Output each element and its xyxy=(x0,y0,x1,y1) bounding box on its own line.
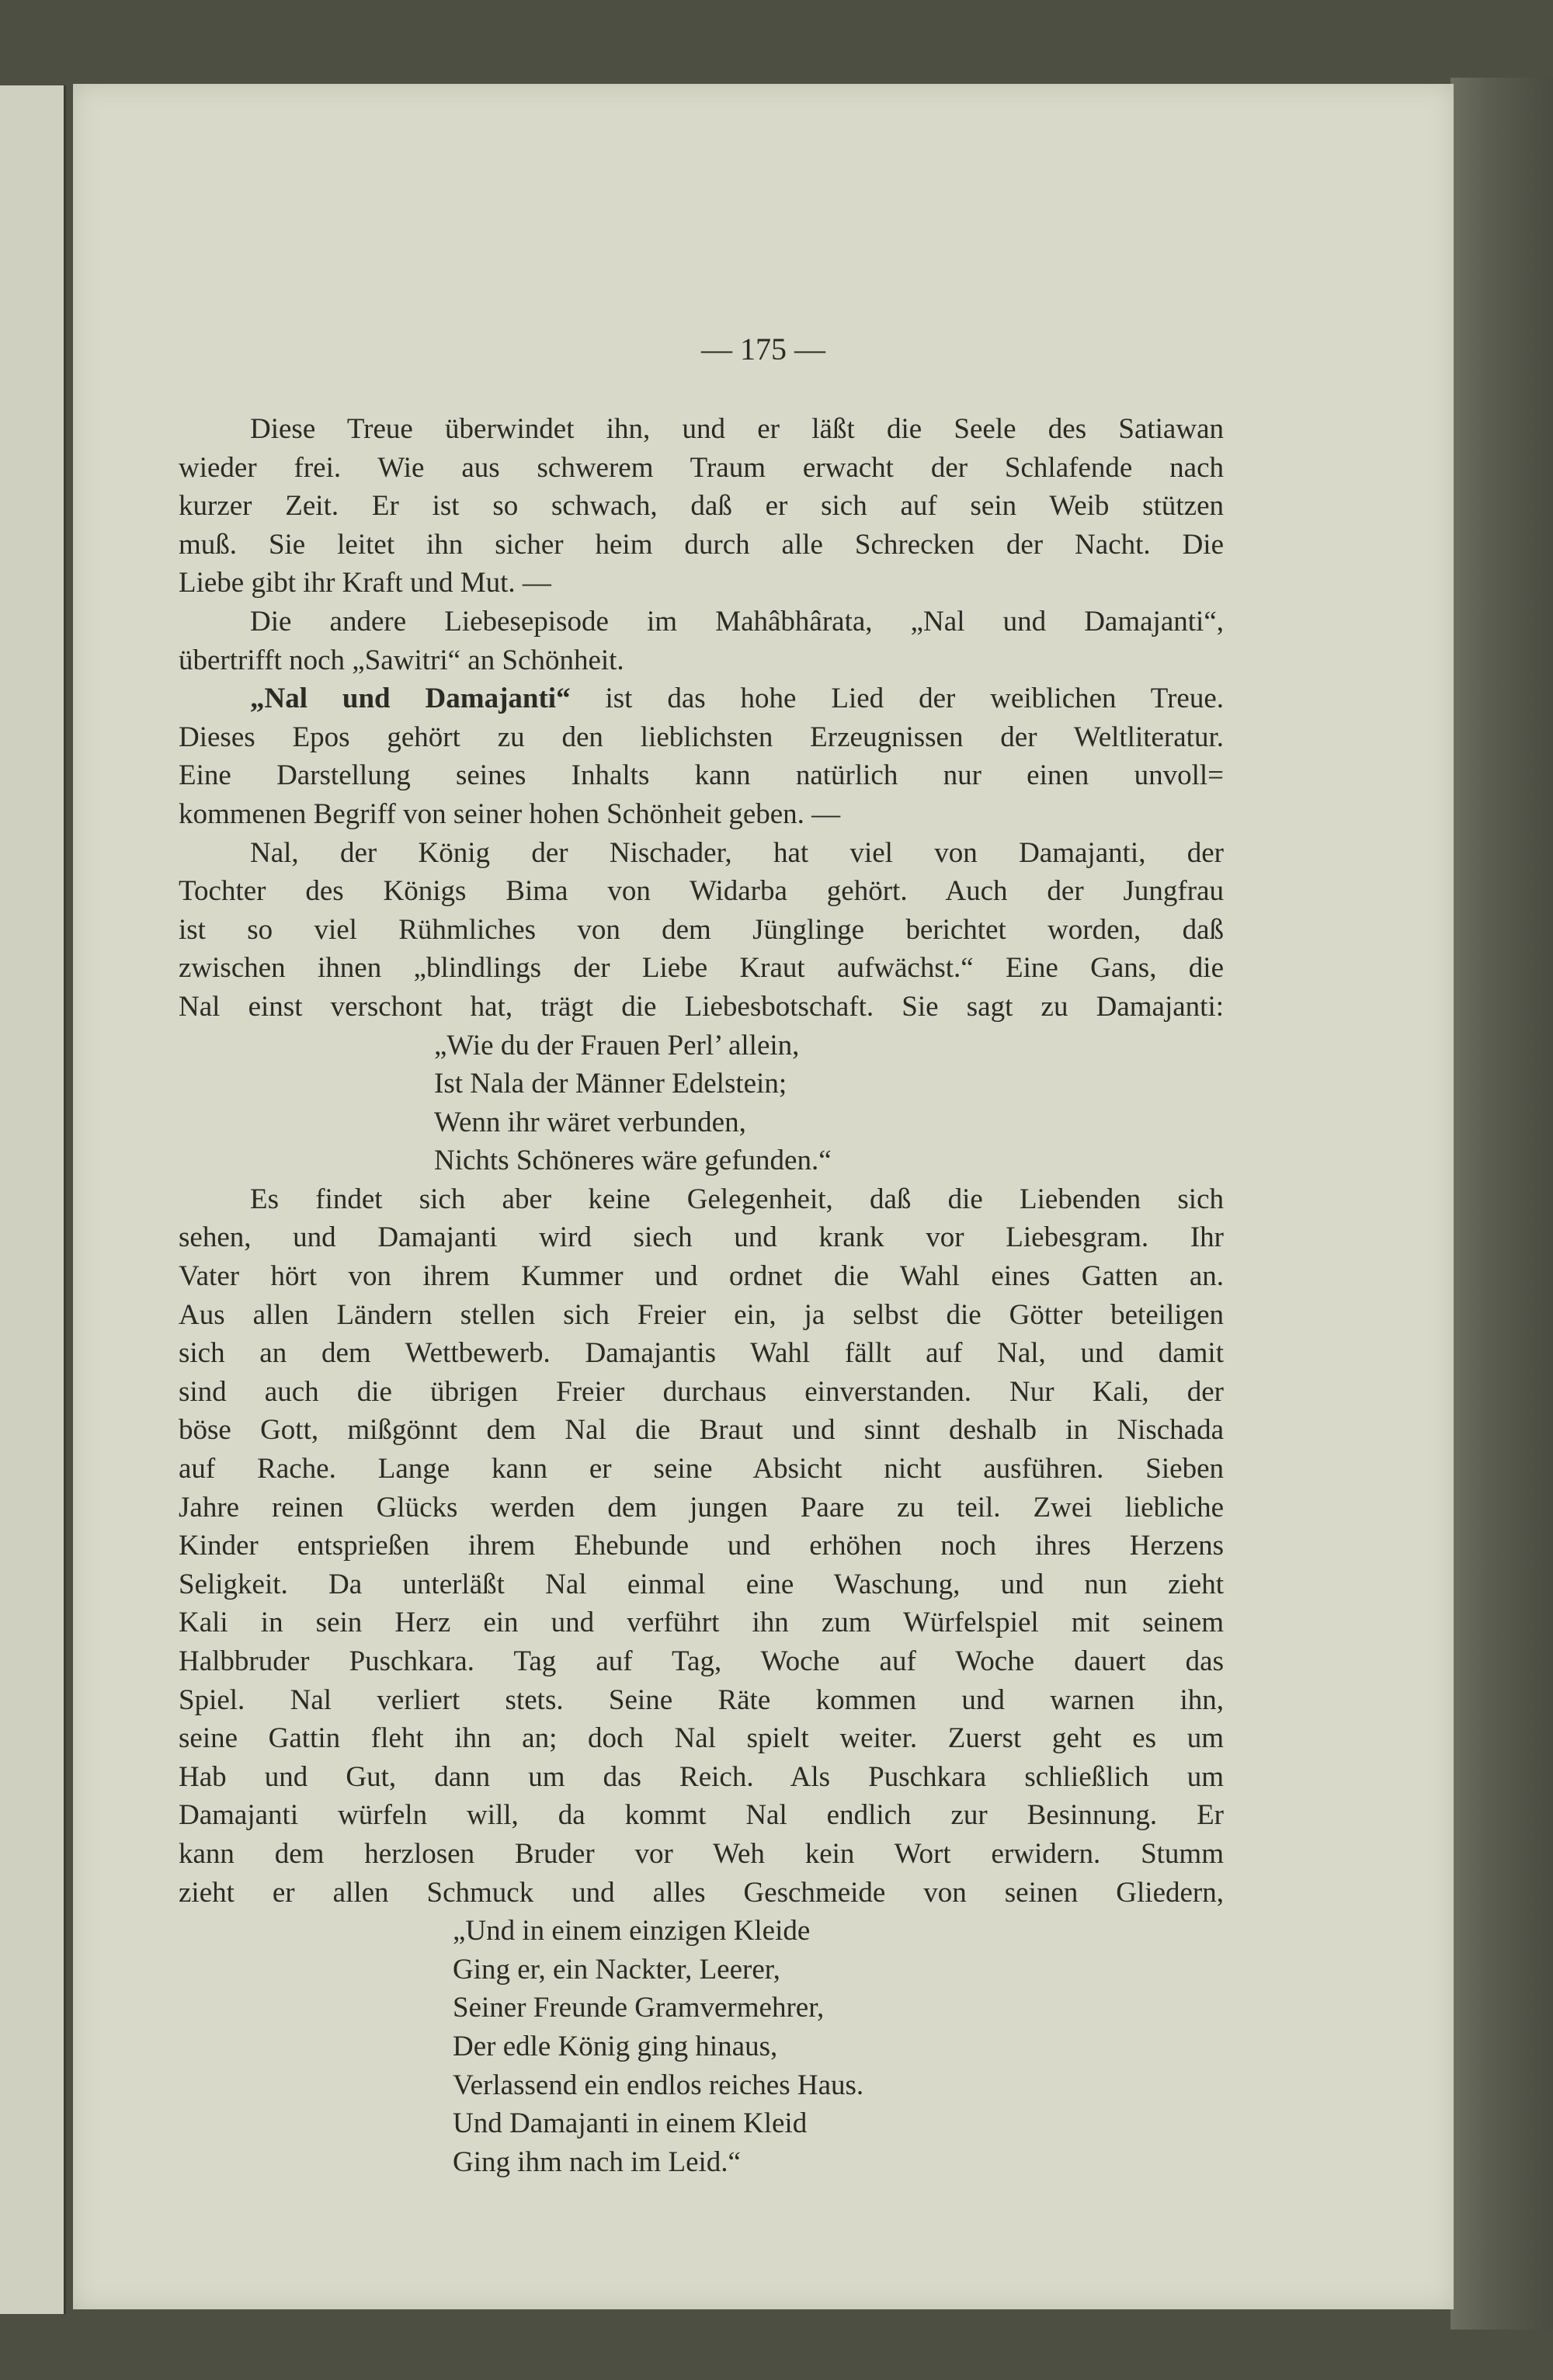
line-text: übertrifft noch „Sawitri“ an Schönheit. xyxy=(179,644,624,676)
text-line xyxy=(179,1257,1224,1296)
text-line xyxy=(179,949,1224,988)
verse-line xyxy=(179,1103,1224,1142)
line-text: Jahre reinen Glücks werden dem jungen Paare zu teil. Zwei liebliche xyxy=(179,1491,1224,1524)
text-line xyxy=(179,1719,1224,1758)
text-line xyxy=(179,410,1224,449)
bold-title: „Nal und Damajanti“ xyxy=(250,683,571,715)
line-text: zieht er allen Schmuck und alles Geschmeide von seinen Gliedern, xyxy=(179,1876,1224,1909)
line-text: ist das hohe Lied der weiblichen Treue. xyxy=(570,683,1224,715)
line-text: ist so viel Rühmliches von dem Jünglinge berichtet worden, daß xyxy=(179,913,1224,946)
text-line xyxy=(179,1642,1224,1681)
verse-line xyxy=(179,1141,1224,1180)
line-text: sind auch die übrigen Freier durchaus einverstanden. Nur Kali, der xyxy=(179,1375,1224,1408)
line-text: Spiel. Nal verliert stets. Seine Räte kommen und warnen ihn, xyxy=(179,1683,1224,1716)
line-text: Dieses Epos gehört zu den lieblichsten Erzeugnissen der Weltliteratur. xyxy=(179,721,1224,753)
line-text: Verlassend ein endlos reiches Haus. xyxy=(453,2069,864,2101)
line-text: sehen, und Damajanti wird siech und krank vor Liebesgram. Ihr xyxy=(179,1221,1224,1254)
line-text: kann dem herzlosen Bruder vor Weh kein Wort erwidern. Stumm xyxy=(179,1837,1224,1870)
text-line xyxy=(179,1874,1224,1913)
line-text: Wenn ihr wäret verbunden, xyxy=(434,1106,746,1138)
text-line xyxy=(179,988,1224,1027)
line-text: auf Rache. Lange kann er seine Absicht nicht ausführen. Sieben xyxy=(179,1453,1224,1485)
body-text xyxy=(179,410,1224,2181)
text-line xyxy=(179,449,1224,488)
verse-line xyxy=(179,1912,1224,1951)
line-text: seine Gattin fleht ihn an; doch Nal spielt weiter. Zuerst geht es um xyxy=(179,1722,1224,1755)
line-text: Nichts Schöneres wäre gefunden.“ xyxy=(434,1145,832,1177)
line-text: „Und in einem einzigen Kleide xyxy=(453,1915,811,1947)
verse-line xyxy=(179,2104,1224,2143)
line-text: Ging ihm nach im Leid.“ xyxy=(453,2145,741,2178)
text-line xyxy=(179,911,1224,950)
line-text: sich an dem Wettbewerb. Damajantis Wahl fällt auf Nal, und damit xyxy=(179,1337,1224,1370)
line-text: Die andere Liebesepisode im Mahâbhârata, „Nal und Damajanti“, xyxy=(250,605,1224,638)
line-text: „Wie du der Frauen Perl’ allein, xyxy=(434,1029,800,1061)
text-line xyxy=(179,718,1224,757)
line-text: Halbbruder Puschkara. Tag auf Tag, Woche auf Woche dauert das xyxy=(179,1645,1224,1677)
line-text: Hab und Gut, dann um das Reich. Als Puschkara schließlich um xyxy=(179,1760,1224,1793)
text-line xyxy=(179,1527,1224,1565)
text-line xyxy=(179,1218,1224,1257)
line-text: Kinder entsprießen ihrem Ehebunde und erhöhen noch ihres Herzens xyxy=(179,1530,1224,1562)
text-line xyxy=(179,1180,1224,1219)
line-text: Der edle König ging hinaus, xyxy=(453,2030,778,2062)
facing-page-edge xyxy=(0,85,66,2314)
line-text: Aus allen Ländern stellen sich Freier ein, ja selbst die Götter beteiligen xyxy=(179,1298,1224,1331)
text-line xyxy=(179,756,1224,795)
line-text: Seligkeit. Da unterläßt Nal einmal eine Waschung, und nun zieht xyxy=(179,1568,1224,1600)
text-line xyxy=(179,641,1224,680)
line-text: Liebe gibt ihr Kraft und Mut. — xyxy=(179,567,551,599)
line-text: Diese Treue überwindet ihn, und er läßt die Seele des Satiawan xyxy=(250,413,1224,445)
verse-line xyxy=(179,2143,1224,2182)
text-line xyxy=(179,1758,1224,1797)
text-line xyxy=(179,795,1224,834)
text-line xyxy=(179,1603,1224,1642)
text-line xyxy=(179,1681,1224,1720)
page-number: — 175 — xyxy=(701,332,825,367)
text-line xyxy=(179,526,1224,565)
verse-line xyxy=(179,2027,1224,2066)
line-text: Nal einst verschont hat, trägt die Liebesbotschaft. Sie sagt zu Damajanti: xyxy=(179,990,1224,1023)
text-line xyxy=(179,872,1224,911)
line-text: böse Gott, mißgönnt dem Nal die Braut und sinnt deshalb in Nischada xyxy=(179,1414,1224,1447)
text-line xyxy=(179,1835,1224,1874)
text-line xyxy=(179,1796,1224,1835)
line-text: zwischen ihnen „blindlings der Liebe Kraut aufwächst.“ Eine Gans, die xyxy=(179,952,1224,985)
text-line xyxy=(179,1450,1224,1489)
verse-line xyxy=(179,1027,1224,1065)
line-text: muß. Sie leitet ihn sicher heim durch alle Schrecken der Nacht. Die xyxy=(179,528,1224,561)
line-text: Es findet sich aber keine Gelegenheit, daß die Liebenden sich xyxy=(250,1183,1224,1215)
text-line xyxy=(179,1411,1224,1450)
verse-line xyxy=(179,1065,1224,1103)
text-line xyxy=(179,834,1224,873)
line-text: wieder frei. Wie aus schwerem Traum erwacht der Schlafende nach xyxy=(179,451,1224,484)
line-text: Ist Nala der Männer Edelstein; xyxy=(434,1068,787,1100)
book-page xyxy=(73,84,1454,2309)
verse-line xyxy=(179,1989,1224,2027)
line-text: Kali in sein Herz ein und verführt ihn zum Würfelspiel mit seinem xyxy=(179,1607,1224,1639)
book-cover-edge xyxy=(1451,78,1553,2330)
text-line xyxy=(179,1489,1224,1527)
verse-line xyxy=(179,2066,1224,2105)
text-line xyxy=(179,1373,1224,1412)
text-line xyxy=(179,1334,1224,1373)
line-text: Eine Darstellung seines Inhalts kann natürlich nur einen unvoll= xyxy=(179,759,1224,792)
text-line xyxy=(179,1565,1224,1604)
line-text: Und Damajanti in einem Kleid xyxy=(453,2107,808,2140)
text-line xyxy=(179,1296,1224,1335)
verse-line xyxy=(179,1951,1224,1989)
line-text: Tochter des Königs Bima von Widarba gehört. Auch der Jungfrau xyxy=(179,875,1224,908)
text-line xyxy=(179,564,1224,603)
text-line xyxy=(179,603,1224,641)
line-text: Nal, der König der Nischader, hat viel von Damajanti, der xyxy=(250,836,1224,869)
text-line xyxy=(179,679,1224,718)
line-text: kommenen Begriff von seiner hohen Schönheit geben. — xyxy=(179,797,841,830)
text-line xyxy=(179,487,1224,526)
line-text: Seiner Freunde Gramvermehrer, xyxy=(453,1992,825,2024)
line-text: Ging er, ein Nackter, Leerer, xyxy=(453,1953,780,1986)
line-text: Vater hört von ihrem Kummer und ordnet die Wahl eines Gatten an. xyxy=(179,1260,1224,1293)
line-text: kurzer Zeit. Er ist so schwach, daß er sich auf sein Weib stützen xyxy=(179,490,1224,523)
line-text: Damajanti würfeln will, da kommt Nal endlich zur Besinnung. Er xyxy=(179,1799,1224,1832)
